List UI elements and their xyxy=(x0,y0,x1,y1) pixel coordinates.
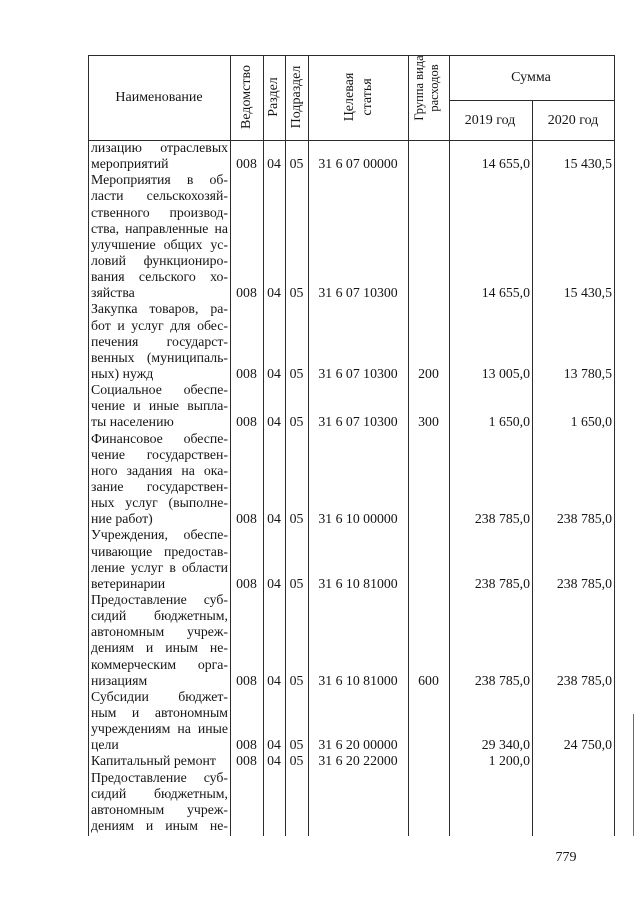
name-line: сидий бюджетным, xyxy=(91,785,228,801)
name-line: вания сельского хо- xyxy=(91,269,228,285)
name-line: Закупка товаров, ра- xyxy=(91,301,228,317)
name-line: мероприятий xyxy=(91,156,169,172)
name-line: ных) нужд xyxy=(91,365,154,381)
name-line: ление услуг в области xyxy=(91,559,228,575)
name-line: автономным учреж- xyxy=(91,801,228,817)
vedomstvo-cell: 008 xyxy=(236,737,257,753)
podrazdel-cell: 05 xyxy=(289,285,304,301)
header-year-2019: 2019 год xyxy=(464,113,516,128)
name-line: ветеринарии xyxy=(91,575,166,591)
name-line: низациям xyxy=(91,672,148,688)
header-celevaya-statya-line: Целевая xyxy=(342,72,357,122)
vedomstvo-cell: 008 xyxy=(236,365,257,381)
celevaya-statya-cell: 31 6 20 00000 xyxy=(318,737,398,753)
name-cell xyxy=(88,770,230,835)
scan-edge-mark xyxy=(633,714,634,836)
header-name: Наименование xyxy=(115,90,203,105)
name-line: коммерческим орга- xyxy=(91,656,228,672)
razdel-cell: 04 xyxy=(267,414,281,430)
header-celevaya-statya xyxy=(341,73,377,122)
sum-2020-cell: 24 750,0 xyxy=(563,737,612,753)
name-cell xyxy=(88,527,230,592)
name-line: ственного производ- xyxy=(91,204,228,220)
sum-2019-cell: 14 655,0 xyxy=(481,156,530,172)
razdel-cell: 04 xyxy=(267,753,281,769)
celevaya-statya-cell: 31 6 20 22000 xyxy=(318,753,398,769)
name-cell xyxy=(88,689,230,754)
name-line: зание государствен- xyxy=(91,478,228,494)
vedomstvo-cell: 008 xyxy=(236,575,257,591)
razdel-cell: 04 xyxy=(267,575,281,591)
name-cell xyxy=(88,431,230,528)
sum-2019-cell: 13 005,0 xyxy=(481,365,530,381)
table-row xyxy=(88,592,614,689)
podrazdel-cell: 05 xyxy=(289,156,304,172)
celevaya-statya-cell: 31 6 10 81000 xyxy=(318,672,398,688)
table-top-rule xyxy=(88,55,615,56)
name-line: Предоставление суб- xyxy=(91,591,228,607)
vedomstvo-cell: 008 xyxy=(236,285,257,301)
name-line: Предоставление суб- xyxy=(91,769,228,785)
podrazdel-cell: 05 xyxy=(289,365,304,381)
header-podrazdel-label: Подраздел xyxy=(289,65,304,129)
name-line: цели xyxy=(91,737,119,753)
name-cell xyxy=(88,301,230,382)
sum-2019-cell: 238 785,0 xyxy=(474,575,530,591)
header-gruppa-vida-rashodov xyxy=(412,55,442,120)
razdel-cell: 04 xyxy=(267,156,281,172)
sum-2019-cell: 1 650,0 xyxy=(488,414,530,430)
celevaya-statya-cell: 31 6 07 10300 xyxy=(318,365,398,381)
name-line: зяйства xyxy=(91,285,135,301)
sum-2019-cell: 29 340,0 xyxy=(481,737,530,753)
table-row xyxy=(88,770,614,835)
razdel-cell: 04 xyxy=(267,285,281,301)
name-line: чивающие предостав- xyxy=(91,543,228,559)
name-line: учреждениям на иные xyxy=(91,721,228,737)
name-cell xyxy=(88,753,230,769)
vedomstvo-cell: 008 xyxy=(236,672,257,688)
razdel-cell: 04 xyxy=(267,737,281,753)
table-row xyxy=(88,527,614,592)
vedomstvo-cell: 008 xyxy=(236,511,257,527)
name-line: Социальное обеспе- xyxy=(91,382,228,398)
sum-2019-cell: 238 785,0 xyxy=(474,511,530,527)
sum-2020-cell: 238 785,0 xyxy=(556,575,612,591)
name-line: Мероприятия в об- xyxy=(91,172,228,188)
sum-2020-cell: 15 430,5 xyxy=(563,285,612,301)
header-gruppa-line: Группа вида xyxy=(412,55,426,121)
name-line: ных услуг (выполне- xyxy=(91,495,228,511)
podrazdel-cell: 05 xyxy=(289,753,304,769)
name-line: венных (муниципаль- xyxy=(91,349,228,365)
table-row xyxy=(88,431,614,528)
table-row xyxy=(88,689,614,754)
name-line: Учреждения, обеспе- xyxy=(91,527,228,543)
name-line: лизацию отраслевых xyxy=(91,140,228,155)
name-line: ласти сельскохозяй- xyxy=(91,188,228,204)
sum-2019-cell: 1 200,0 xyxy=(488,753,530,769)
header-podrazdel xyxy=(288,66,306,129)
table-row xyxy=(88,301,614,382)
name-line: ты населению xyxy=(91,414,174,430)
name-line: печения государст- xyxy=(91,333,228,349)
gruppa-cell: 300 xyxy=(418,414,439,430)
gruppa-cell: 200 xyxy=(418,365,439,381)
name-line: Капитальный ремонт xyxy=(91,753,216,769)
table-row xyxy=(88,172,614,301)
name-line: ства, направленные на xyxy=(91,220,228,236)
name-line: ного задания на ока- xyxy=(91,462,228,478)
name-line: Финансовое обеспе- xyxy=(91,430,228,446)
podrazdel-cell: 05 xyxy=(289,737,304,753)
name-line: бот и услуг для обес- xyxy=(91,317,228,333)
razdel-cell: 04 xyxy=(267,365,281,381)
header-razdel-label: Раздел xyxy=(266,77,281,117)
vedomstvo-cell: 008 xyxy=(236,414,257,430)
sum-2019-cell: 14 655,0 xyxy=(481,285,530,301)
header-celevaya-statya-line: статья xyxy=(360,78,375,116)
name-line: чение и иные выпла- xyxy=(91,398,228,414)
celevaya-statya-cell: 31 6 07 00000 xyxy=(318,156,398,172)
page-number: 779 xyxy=(555,850,577,865)
name-cell xyxy=(88,140,230,172)
name-line: дениям и иным не- xyxy=(91,817,228,833)
celevaya-statya-cell: 31 6 07 10300 xyxy=(318,285,398,301)
table-row xyxy=(88,382,614,430)
sum-2020-cell: 15 430,5 xyxy=(563,156,612,172)
vedomstvo-cell: 008 xyxy=(236,156,257,172)
header-summa: Сумма xyxy=(511,70,551,85)
name-line: улучшение общих ус- xyxy=(91,236,228,252)
name-line: ловий функциониро- xyxy=(91,252,228,268)
name-line: ние работ) xyxy=(91,511,153,527)
name-line: дениям и иным не- xyxy=(91,640,228,656)
name-cell xyxy=(88,382,230,430)
sum-2020-cell: 238 785,0 xyxy=(556,511,612,527)
gruppa-cell: 600 xyxy=(418,672,439,688)
header-vedomstvo-label: Ведомство xyxy=(239,65,254,129)
table-body xyxy=(88,140,614,834)
sum-2020-cell: 1 650,0 xyxy=(570,414,612,430)
header-year-2020: 2020 год xyxy=(547,113,599,128)
name-line: чение государствен- xyxy=(91,446,228,462)
name-line: сидий бюджетным, xyxy=(91,608,228,624)
name-line: ным и автономным xyxy=(91,704,228,720)
name-cell xyxy=(88,592,230,689)
sum-2019-cell: 238 785,0 xyxy=(474,672,530,688)
razdel-cell: 04 xyxy=(267,511,281,527)
header-vedomstvo xyxy=(238,65,256,129)
podrazdel-cell: 05 xyxy=(289,575,304,591)
header-gruppa-line: расходов xyxy=(427,64,441,112)
celevaya-statya-cell: 31 6 10 81000 xyxy=(318,575,398,591)
podrazdel-cell: 05 xyxy=(289,511,304,527)
table-row xyxy=(88,140,614,172)
name-line: автономным учреж- xyxy=(91,624,228,640)
vedomstvo-cell: 008 xyxy=(236,753,257,769)
column-rule xyxy=(614,55,615,836)
celevaya-statya-cell: 31 6 07 10300 xyxy=(318,414,398,430)
header-razdel xyxy=(265,77,283,117)
table-row xyxy=(88,753,614,769)
sum-2020-cell: 238 785,0 xyxy=(556,672,612,688)
name-cell xyxy=(88,172,230,301)
razdel-cell: 04 xyxy=(267,672,281,688)
name-line: Субсидии бюджет- xyxy=(91,688,228,704)
podrazdel-cell: 05 xyxy=(289,672,304,688)
podrazdel-cell: 05 xyxy=(289,414,304,430)
sum-2020-cell: 13 780,5 xyxy=(563,365,612,381)
celevaya-statya-cell: 31 6 10 00000 xyxy=(318,511,398,527)
